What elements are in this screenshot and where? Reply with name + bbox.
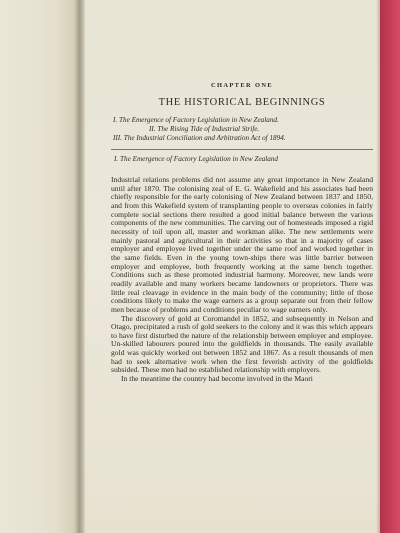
contents-item: I. The Emergence of Factory Legislation in New Zealand. [113,116,279,124]
body-paragraph: The discovery of gold at Coromandel in 1852, and subsequently in Nelson and Otago, precipitated a rush of gold seekers to the colony and it was this which appears to have first disturbed the nature of the relationship between employer and employee. Un-skilled labourers poured into the goldfields in thousands. The easily available gold was quickly worked out between 1852 and 1867. As a result thousands of men had to seek alternative work when the first feverish activity of the goldfields subsided. These men had no established relationship with employers. [111,313,373,375]
contents-item: III. The Industrial Conciliation and Arbitration Act of 1894. [113,134,286,142]
section-heading: I. The Emergence of Factory Legislation in New Zealand [114,155,279,163]
contents-item: II. The Rising Tide of Industrial Strife. [149,125,260,133]
body-paragraph: In the meantime the country had become involved in the Maori [121,374,313,384]
book-gutter [74,0,86,533]
page-content [111,82,373,384]
divider-rule [111,149,373,150]
left-page [0,0,80,533]
chapter-number: CHAPTER ONE [210,82,274,89]
chapter-contents-list [111,116,373,143]
body-paragraph: Industrial relations problems did not assume any great importance in New Zealand until after 1870. The colonising zeal of E. G. Wakefield and his associates had been chiefly responsible for the early colonising of New Zealand between 1837 and 1850, and from this Wakefield system of transplanting people to overseas colonies in fairly complete social sections there resulted a good initial balance between the various components of the new communities. The carving out of homesteads imposed a rigid necessity of toil upon all, master and workman alike. The new settlements were mainly pastoral and agricultural in their activities so that in a majority of cases employer and employee lived together under the same roof and worked together in the same fields. Even in the young town-ships there was little barrier between employer and employee, both frequently working at the same bench together. Conditions such as these promoted industrial harmony. Moreover, new lands were readily available and many workers became landowners or proprietors. There was little real cleavage in evidence in the main body of the community; little of those conditions likely to make the wage earners as a group separate out from their fellow men because of problems and conditions peculiar to wage earners only. [111,175,373,314]
chapter-title: THE HISTORICAL BEGINNINGS [158,97,326,108]
red-cover-edge [380,0,400,533]
